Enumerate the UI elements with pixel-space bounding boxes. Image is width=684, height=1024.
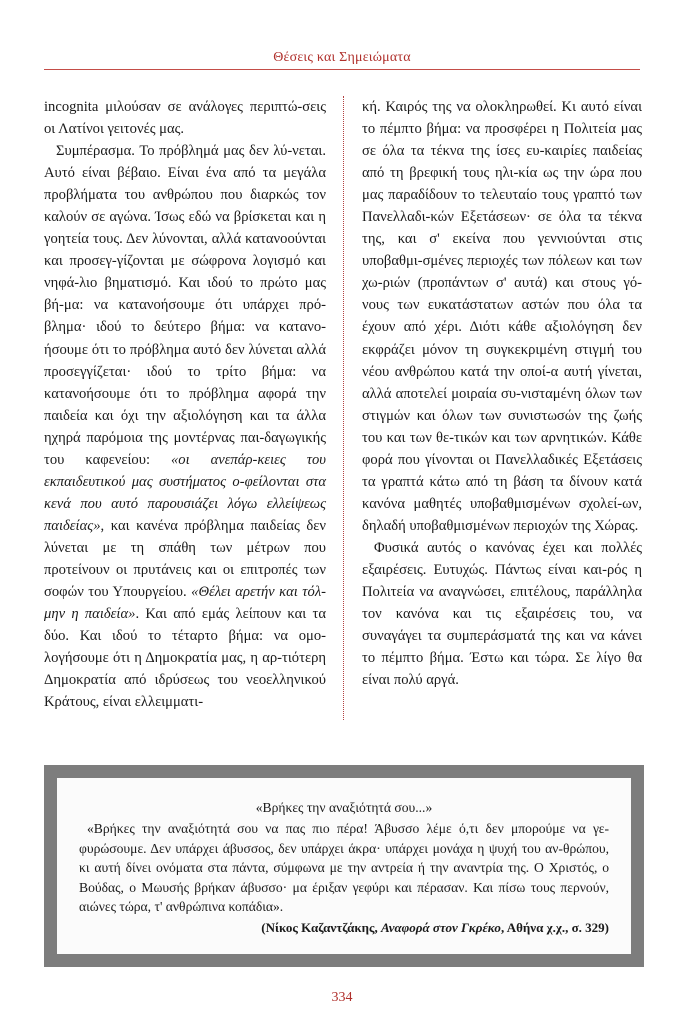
left-paragraph-2-quote: «οι ανεπάρ-κειες του εκπαιδευτικού μας συστήματος ο-φείλονται στα κενά που αυτό παρουσιάζει λόγω ελλείψεως παιδείας» — [44, 451, 326, 534]
left-paragraph-2-text-a: Συμπέρασμα. Το πρόβλημά μας δεν λύ-νεται. Αυτό είναι βέβαιο. Είναι ένα από τα μεγάλα προβλήματα του ανθρώπου που διαρκώς τον καλούν σε αγώνα. Ίσως εδώ να βρίσκεται και η γοητεία τους. Δεν λύνονται, αλλά κατανοούνται και προσεγ-γίζονται με σώφρονα λογισμό και νηφά-λιο βηματισμό. Και ιδού το πρώτο μας βή-μα: να κατανοήσουμε ότι υπάρχει πρό-βλημα· ιδού το δεύτερο βήμα: να κατανο-ήσουμε ότι το πρόβλημα αυτό δεν λύνεται αλλά προσεγγίζεται· ιδού το τρίτο βήμα: να κατανοήσουμε ότι το πρόβλημα αφορά την παιδεία και όχι την αξιολόγηση και τα άλλα ηχηρά παρόμοια της μοντέρνας παι-δαγωγικής του καφενείου: — [44, 143, 326, 468]
left-paragraph-2-text-b: , και κανένα πρόβλημα παιδείας δεν λύνεται με τη σπάθη των μέτρων που προτείνουν οι πρυτάνεις και οι επιτροπές των σοφών του Υπουργείου. — [44, 517, 326, 601]
quote-source — [79, 918, 609, 937]
quote-source-rest: , Αθήνα χ.χ., σ. 329) — [500, 920, 609, 936]
left-paragraph-2-quote-2: «Θέλει αρετήν και τόλ-μην η παιδεία» — [44, 584, 326, 623]
page-number: 334 — [331, 990, 353, 1005]
left-paragraph-2 — [44, 140, 326, 713]
column-divider — [343, 96, 344, 720]
quote-box-inner — [57, 778, 631, 954]
quote-title: «Βρήκες την αναξιότητά σου...» — [255, 800, 433, 815]
quote-box — [44, 765, 644, 967]
right-paragraph-2: Φυσικά αυτός ο κανόνας έχει και πολλές εξαιρέσεις. Ευτυχώς. Πάντως είναι και-ρός η Πολιτεία να αναγνώσει, επιτέλους, παράλληλα τον κανόνα και τις εξαιρέσεις του, να συναγάγει τα συμπεράσματά της και να κάνει το πέμπτο βήμα. Έστω και τώρα. Σε λίγο θα είναι πολύ αργά. — [362, 539, 642, 689]
right-column — [362, 96, 642, 691]
quote-source-author: (Νίκος Καζαντζάκης, — [261, 920, 381, 936]
quote-source-work: Αναφορά στον Γκρέκο — [381, 920, 501, 936]
left-paragraph-1: incognita μιλούσαν σε ανάλογες περιπτώ-σεις οι Λατίνοι γειτονές μας. — [44, 99, 326, 138]
left-paragraph-2-text-c: . Και από εμάς λείπουν και τα δύο. Και ιδού το τέταρτο βήμα: να ομο-λογήσουμε ότι η Δημοκρατία μας, η αρ-τιότερη Δημοκρατία από ιδρύσεως του νεοελληνικού Κράτους, είναι ελλειμματι- — [44, 606, 326, 711]
running-header: Θέσεις και Σημειώματα — [273, 50, 411, 65]
quote-body: «Βρήκες την αναξιότητά σου να πας πιο πέρα! Άβυσσο λέμε ό,τι δεν μπορούμε να γε-φυρώσουμε. Δεν υπάρχει άβυσσος, δεν υπάρχει άκρα· υπάρχει μονάχα η ψυχή του αν-θρώπου, κι αυτή δίνει ονόματα στα πάντα, σύμφωνα με την αντρεία ή την αναντρία της. Ο Χριστός, ο Βούδας, ο Μωυσής βρήκαν άβυσσο· μα έριξαν γεφύρι και πέρασαν. Και πίσω τους περνούν, αιώνες τώρα, τ' ανθρώπινα κοπάδια». — [79, 821, 609, 915]
header-rule — [44, 69, 640, 70]
right-paragraph-1: κή. Καιρός της να ολοκληρωθεί. Κι αυτό είναι το πέμπτο βήμα: να προσφέρει η Πολιτεία μας σε όλα τα τέκνα της ίσες ευ-καιρίες παιδείας από τη βρεφική τους ηλι-κία ως την ώρα που μας παραδίδουν το τελευταίο τους γραπτό των Πανελλαδι-κών Εξετάσεων· σε όλα τα τέκνα της, και σ' εκείνα που γεννιούνται στις υποβαθμι-σμένες περιοχές των πόλεων και των χω-ριών (προπάντων σ' αυτά) και στους γό-νους των ευκατάστατων αστών που όλα τα έχουν από χέρι. Διότι κάθε αξιολόγηση δεν εκφράζει μόνον τη συγκεκριμένη στιγμή του νέου ανθρώπου κατά την οποί-α αυτή γίνεται, αλλά αποτελεί μοιραία συ-νισταμένη όλων των στιγμών και όλων των συνιστωσών της ζωής του και των θε-τικών και των αρνητικών. Κάθε φορά που γίνονται οι Πανελλαδικές Εξετάσεις τα γραπτά κάτω από τη βάση τα δίνουν κατά κανόνα μαθητές υποβαθμισμένων σχολεί-ων, δηλαδή υποβαθμισμένων περιοχών της Χώρας. — [362, 99, 642, 534]
left-column — [44, 96, 326, 713]
